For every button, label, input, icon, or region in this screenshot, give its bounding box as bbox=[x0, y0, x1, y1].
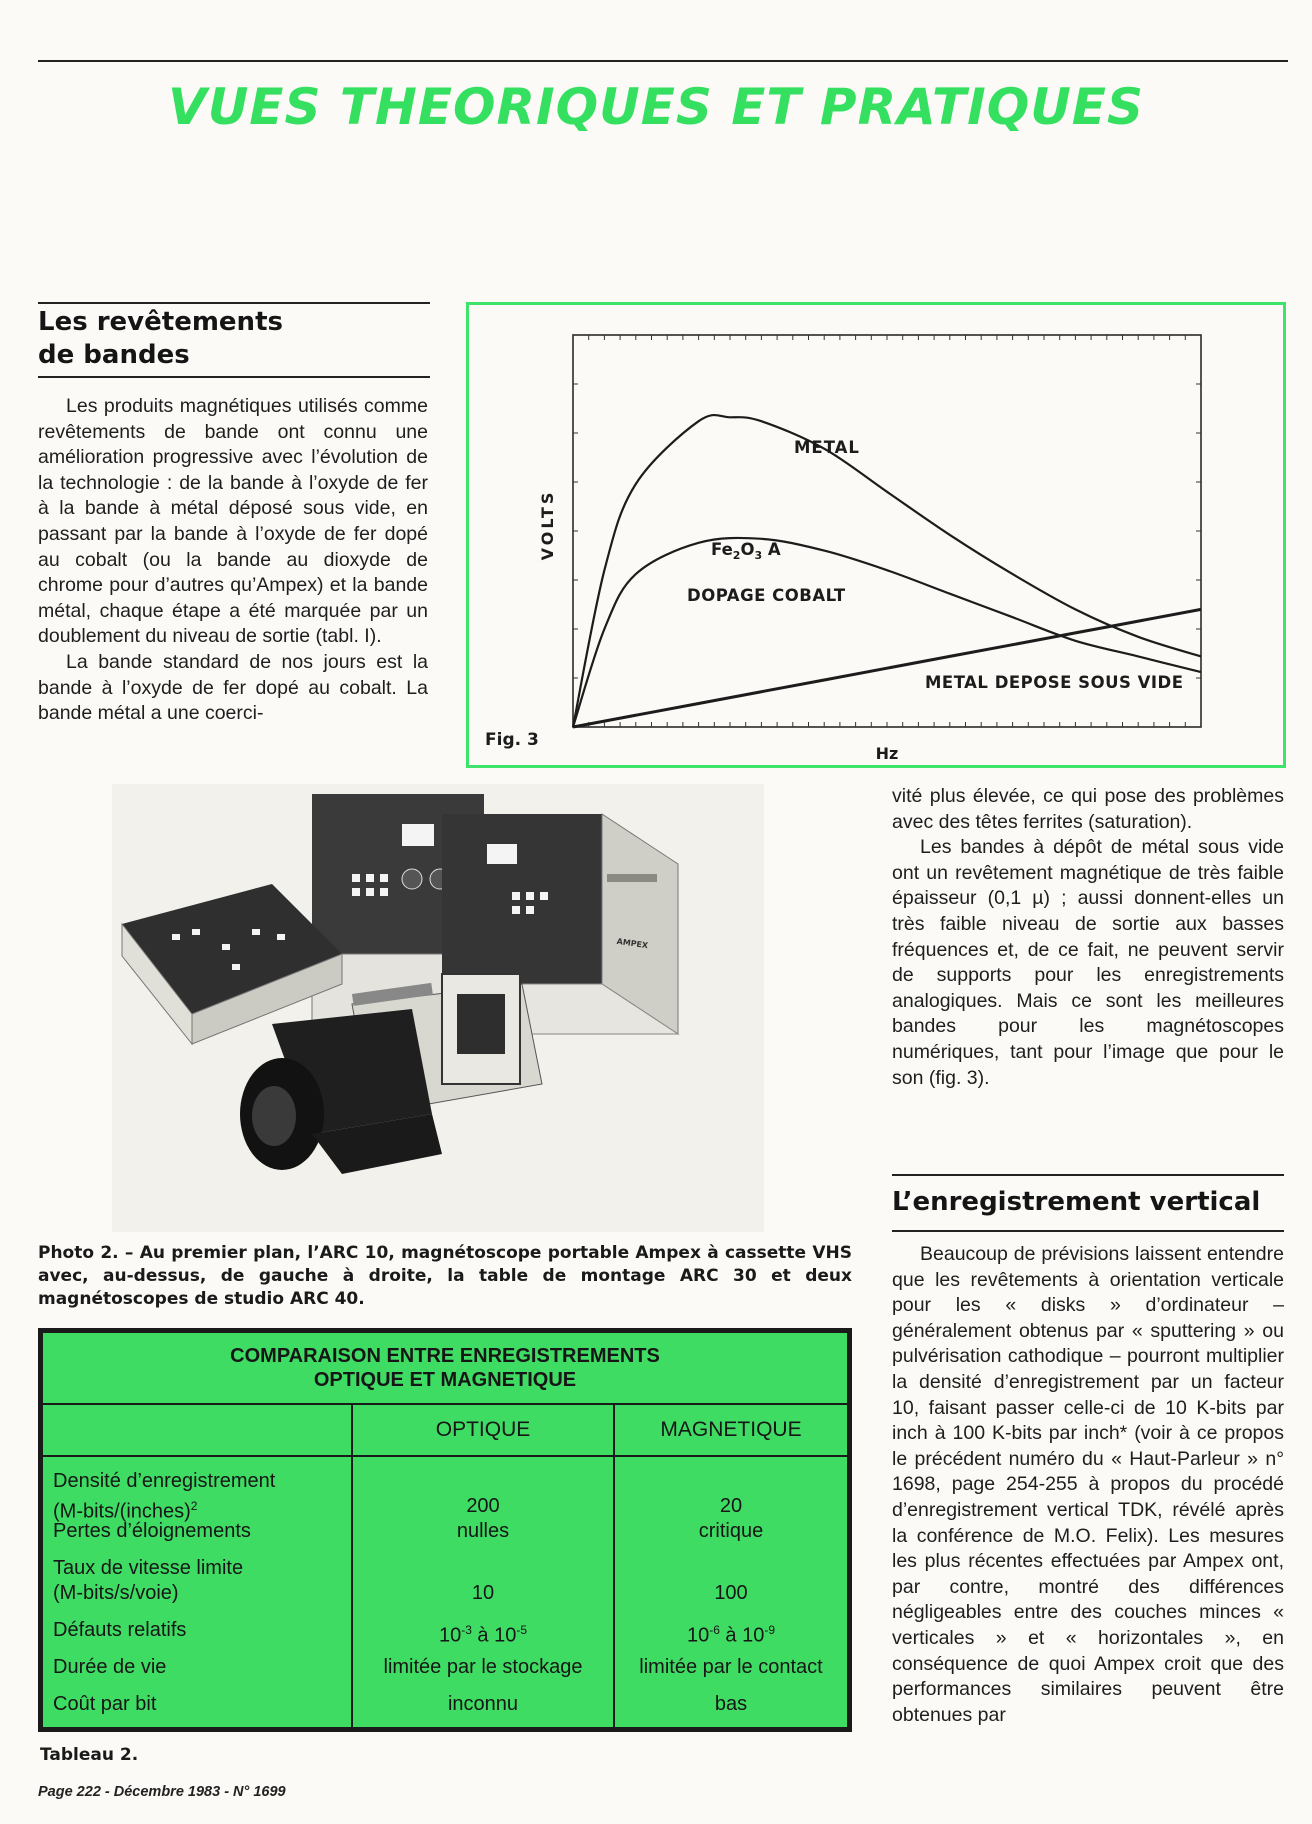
section-rule bbox=[38, 302, 430, 304]
optique-values bbox=[352, 1456, 614, 1728]
row-label: Durée de vie bbox=[53, 1656, 167, 1678]
brand-mark: AMPEX bbox=[616, 936, 649, 951]
section-rule bbox=[892, 1174, 1284, 1176]
article-column-vertical bbox=[892, 1242, 1284, 1728]
row-label: Coût par bit bbox=[53, 1693, 157, 1715]
top-rule bbox=[38, 60, 1288, 62]
section-rule bbox=[892, 1230, 1284, 1232]
table-cell: inconnu bbox=[447, 1693, 519, 1715]
section-heading-revetements bbox=[38, 306, 430, 372]
column-header-magnetique: MAGNETIQUE bbox=[614, 1404, 848, 1456]
table-cell: 200 bbox=[466, 1495, 500, 1517]
photo-2 bbox=[112, 784, 764, 1232]
article-column-left bbox=[38, 394, 428, 727]
series-label-vacuum: METAL DEPOSE SOUS VIDE bbox=[925, 673, 1184, 692]
table-cell: limitée par le stockage bbox=[383, 1656, 583, 1678]
table-cell: $10^{-6}$ à $10^{-9}$ bbox=[686, 1623, 776, 1647]
article-column-right bbox=[892, 784, 1284, 1091]
table-corner-cell bbox=[42, 1404, 352, 1456]
table-cell: bas bbox=[714, 1693, 748, 1715]
comparison-table bbox=[38, 1328, 852, 1732]
figure-3-chart bbox=[469, 305, 1283, 765]
recorder-front-right bbox=[442, 814, 602, 984]
table-cell: nulles bbox=[456, 1520, 510, 1542]
row-label: Défauts relatifs bbox=[53, 1619, 187, 1641]
table-cell: 100 bbox=[714, 1582, 748, 1604]
table-title bbox=[42, 1332, 848, 1404]
paragraph: Beaucoup de prévisions laissent entendre que les revêtements à orientation verticale pour les « disks » d’ordinateur – généralement obtenus par « sputtering » ou pulvérisation cathodique – pourront multiplier la densité d’enregistrement par un facteur 10, faisant passer celle-ci de 10 K-bits par inch à 100 K-bits par inch* (voir à ce propos le précédent numéro du « Haut-Parleur » n° 1698, page 254-255 à propos du procédé d’enregistrement vertical TDK, révélé après la conférence de M.O. Felix). Les mesures les plus récentes effectuées par Ampex ont, par contre, montré des différences négligeables entre des couches minces « verticales » et « horizontales », en conséquence de quoi Ampex croit que des performances similaires peuvent être obtenues par bbox=[892, 1243, 1284, 1726]
row-label: (M-bits/(inches)$^2$ bbox=[53, 1499, 198, 1523]
series-label-fe2o3: $Fe_2O_3$ A bbox=[711, 540, 781, 562]
page-title: VUES THEORIQUES ET PRATIQUES bbox=[168, 78, 1144, 136]
table-cell: 10 bbox=[471, 1582, 495, 1604]
row-label: Pertes d’éloignements bbox=[53, 1520, 251, 1542]
table-title-line: OPTIQUE ET MAGNETIQUE bbox=[313, 1369, 577, 1391]
magnetique-values bbox=[614, 1456, 848, 1728]
row-labels bbox=[42, 1456, 352, 1728]
table-cell: critique bbox=[698, 1520, 764, 1542]
figure-3 bbox=[466, 302, 1286, 768]
row-label: Taux de vitesse limite bbox=[53, 1557, 244, 1579]
series-line-vacuum bbox=[573, 609, 1201, 727]
y-axis-label: VOLTS bbox=[538, 489, 557, 561]
figure-label: Fig. 3 bbox=[485, 730, 539, 750]
heading-line: de bandes bbox=[38, 340, 190, 370]
series-label-cobalt: DOPAGE COBALT bbox=[687, 586, 846, 605]
comparison-table-grid bbox=[41, 1331, 849, 1729]
photo-caption: Photo 2. – Au premier plan, l’ARC 10, magnétoscope portable Ampex à cassette VHS avec, au-dessus, de gauche à droite, la table de montage ARC 30 et deux magnétoscopes de studio ARC 40. bbox=[38, 1243, 852, 1309]
equipment-illustration bbox=[112, 784, 764, 1232]
section-rule bbox=[38, 376, 430, 378]
page-footer: Page 222 - Décembre 1983 - N° 1699 bbox=[38, 1784, 286, 1800]
table-cell: $10^{-3}$ à $10^{-5}$ bbox=[438, 1623, 528, 1647]
series-label-metal: METAL bbox=[794, 438, 860, 457]
table-cell: limitée par le contact bbox=[639, 1656, 823, 1678]
section-heading-vertical: L’enregistrement vertical bbox=[892, 1187, 1261, 1217]
paragraph: vité plus élevée, ce qui pose des problèmes avec des têtes ferrites (saturation). bbox=[892, 785, 1284, 833]
x-axis-label: Hz bbox=[875, 744, 899, 763]
column-header-optique: OPTIQUE bbox=[352, 1404, 614, 1456]
recorder-screen bbox=[402, 824, 434, 846]
paragraph: Les bandes à dépôt de métal sous vide ont un revêtement magnétique de très faible épaisseur (0,1 µ) ; aussi donnent-elles un très faible niveau de sortie aux basses fréquences et, de ce fait, ne peuvent servir de supports pour les enregistrements analogiques. Mais ce sont les meilleures bandes pour les magnétoscopes numériques, tant pour l’image que pour le son (fig. 3). bbox=[892, 836, 1284, 1089]
paragraph: La bande standard de nos jours est la bande à l’oxyde de fer dopé au cobalt. La bande métal a une coerci- bbox=[38, 650, 428, 725]
table-cell: 20 bbox=[719, 1495, 743, 1517]
row-label: Densité d’enregistrement bbox=[53, 1470, 276, 1492]
paragraph: Les produits magnétiques utilisés comme revêtements de bande ont connu une amélioration progressive avec l’évolution de la technologie : de la bande à l’oxyde de fer à la bande à métal déposé sous vide, en passant par la bande à l’oxyde de fer dopé au cobalt (ou la bande au dioxyde de chrome pour d’autres qu’Ampex) et la bande métal, chaque étape a été marquée par un doublement du niveau de sortie (tabl. I). bbox=[38, 395, 428, 648]
row-label: (M-bits/s/voie) bbox=[53, 1582, 179, 1604]
heading-line: Les revêtements bbox=[38, 307, 283, 337]
series-line-fe2o3-cobalt bbox=[573, 538, 1201, 727]
table-caption: Tableau 2. bbox=[40, 1745, 139, 1765]
table-title-line: COMPARAISON ENTRE ENREGISTREMENTS bbox=[230, 1345, 660, 1367]
